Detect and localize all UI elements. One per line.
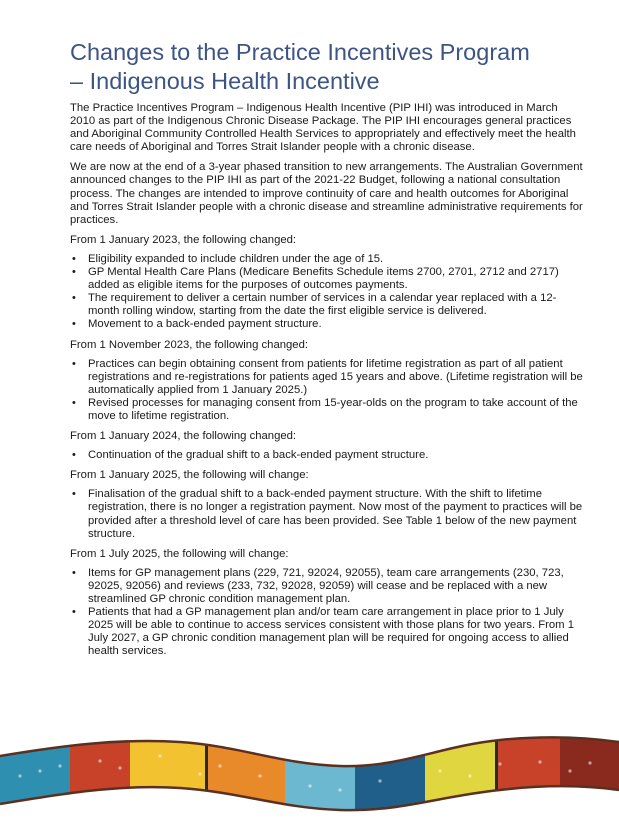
title-line-1: Changes to the Practice Incentives Program	[70, 39, 530, 65]
art-divider	[495, 716, 498, 826]
section-heading: From 1 January 2023, the following changed:	[70, 233, 297, 246]
bullet-list	[70, 567, 585, 659]
intro-paragraph: The Practice Incentives Program – Indigenous Health Incentive (PIP IHI) was introduced in March 2010 as part of the Indigenous Chronic Disease Package. The PIP IHI encourages general practices and Aboriginal Community Controlled Health Services to appropriately and effectively meet the health care needs of Aboriginal and Torres Strait Islander people with a chronic disease.	[70, 102, 576, 154]
bullet-icon: •	[72, 606, 76, 619]
list-item: • The requirement to deliver a certain number of services in a calendar year replaced with a 12-month rolling window, starting from the date the first eligible service is delivered.	[72, 292, 557, 318]
art-segment	[0, 716, 70, 826]
list-item: • Finalisation of the gradual shift to a back-ended payment structure. With the shift to lifetime registration, there is no longer a registration payment. Now most of the payment to practices will be provided after a threshold level of care has been provided. See Table 1 below of the new payment structure.	[72, 488, 583, 540]
bullet-icon: •	[72, 357, 76, 370]
bullet-list	[70, 449, 585, 462]
bullet-icon: •	[72, 488, 76, 501]
art-segment	[425, 716, 495, 826]
title-line-2: – Indigenous Health Incentive	[70, 68, 380, 94]
section-jan-2024	[70, 430, 585, 462]
list-item: • GP Mental Health Care Plans (Medicare Benefits Schedule items 2700, 2701, 2712 and 2717) added as eligible items for the purposes of outcomes payments.	[72, 266, 559, 292]
bullet-icon: •	[72, 266, 76, 279]
page-title	[70, 38, 585, 96]
section-heading: From 1 January 2024, the following changed:	[70, 430, 297, 443]
section-jul-2025	[70, 548, 585, 659]
art-segment	[495, 716, 560, 826]
art-segment	[130, 716, 205, 826]
list-item: • Patients that had a GP management plan and/or team care arrangement in place prior to 1 July 2025 will be able to continue to access services consistent with those plans for two years. From 1 July 2027, a GP chronic condition management plan will be required for ongoing access to allied health services.	[72, 606, 575, 658]
list-item: • Practices can begin obtaining consent from patients for lifetime registration as part of all patient registrations and re-registrations for patients aged 15 years and above. (Lifetime registration will be automatically applied from 1 January 2025.)	[72, 357, 583, 396]
bullet-icon: •	[72, 318, 76, 331]
section-nov-2023	[70, 339, 585, 424]
bullet-icon: •	[72, 292, 76, 305]
indigenous-artwork-banner	[0, 716, 619, 826]
transition-paragraph: We are now at the end of a 3-year phased transition to new arrangements. The Australian Government announced changes to the PIP IHI as part of the 2021-22 Budget, following a national consultation process. The changes are intended to improve continuity of care and health outcomes for Aboriginal and Torres Strait Islander people with a chronic disease and streamline administrative requirements for practices.	[70, 161, 583, 226]
bullet-icon: •	[72, 396, 76, 409]
art-segment	[70, 716, 130, 826]
bullet-icon: •	[72, 566, 76, 579]
list-item: • Eligibility expanded to include children under the age of 15.	[72, 252, 384, 265]
art-divider	[205, 716, 208, 826]
bullet-list	[70, 488, 585, 540]
document-page	[70, 38, 585, 658]
bullet-icon: •	[72, 252, 76, 265]
section-heading: From 1 January 2025, the following will change:	[70, 469, 309, 482]
list-item: • Continuation of the gradual shift to a back-ended payment structure.	[72, 449, 429, 462]
artwork-band	[0, 716, 619, 826]
bullet-list	[70, 253, 585, 332]
art-segment	[205, 716, 285, 826]
section-heading: From 1 November 2023, the following changed:	[70, 338, 308, 351]
bullet-list	[70, 358, 585, 423]
section-heading: From 1 July 2025, the following will change:	[70, 547, 289, 560]
section-jan-2025	[70, 469, 585, 540]
list-item: • Movement to a back-ended payment structure.	[72, 318, 322, 331]
bullet-icon: •	[72, 449, 76, 462]
list-item: • Revised processes for managing consent from 15-year-olds on the program to take account of the move to lifetime registration.	[72, 396, 578, 422]
section-jan-2023	[70, 234, 585, 332]
list-item: • Items for GP management plans (229, 721, 92024, 92055), team care arrangements (230, 723, 92025, 92056) and reviews (233, 732, 92028, 92059) will cease and be replaced with a new streamlined GP chronic condition management plan.	[72, 566, 564, 605]
